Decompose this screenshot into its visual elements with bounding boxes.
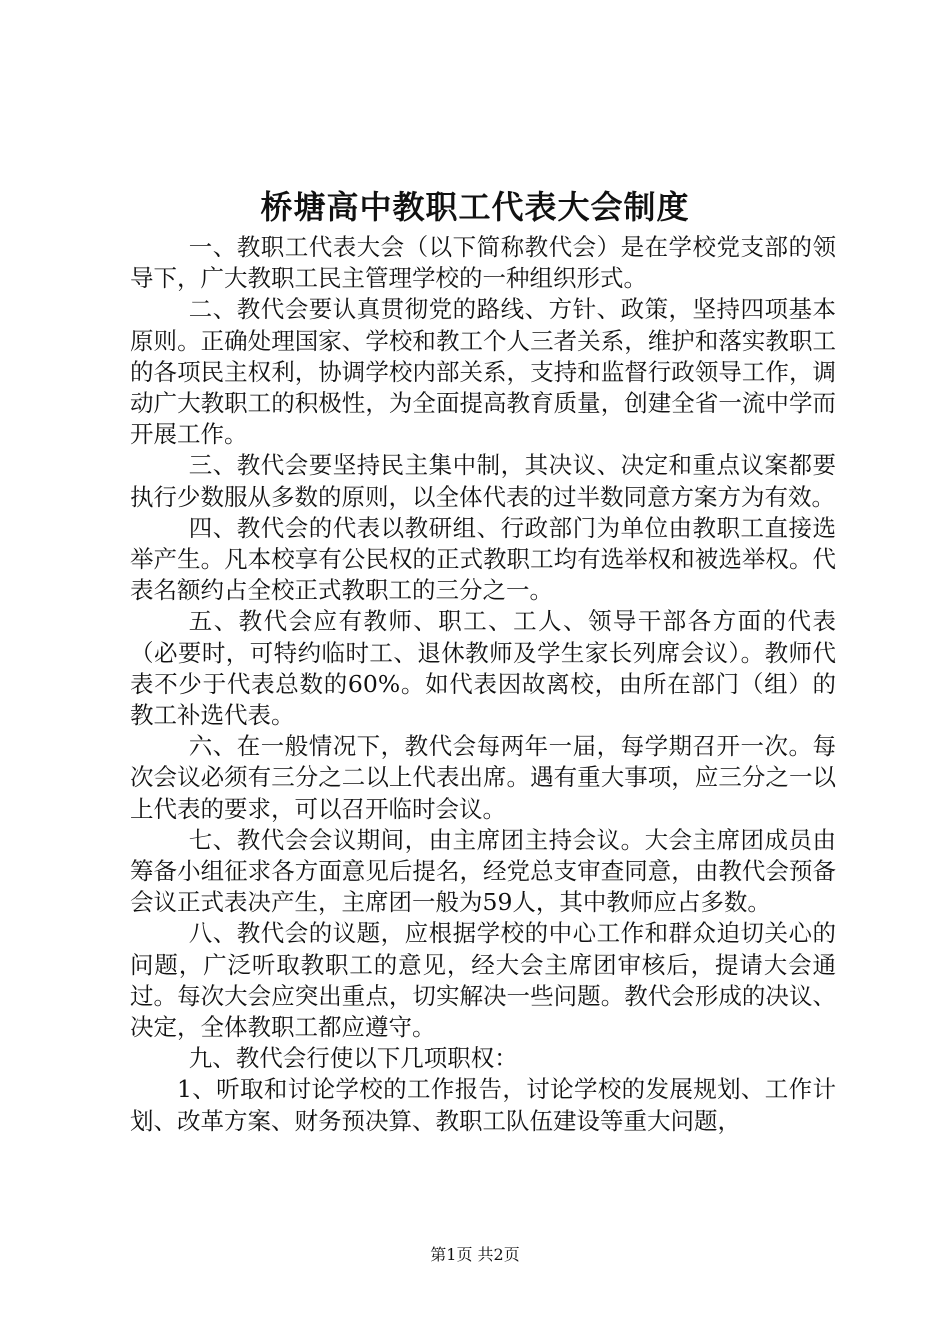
paragraph-4: 四、教代会的代表以教研组、行政部门为单位由教职工直接选举产生。凡本校享有公民权的正式教职工均有选举权和被选举权。代表名额约占全校正式教职工的三分之一。 [130,513,836,605]
paragraph-10: 1、听取和讨论学校的工作报告，讨论学校的发展规划、工作计划、改革方案、财务预决算、教职工队伍建设等重大问题， [130,1075,836,1135]
paragraph-1: 一、教职工代表大会（以下简称教代会）是在学校党支部的领导下，广大教职工民主管理学校的一种组织形式。 [130,233,836,293]
paragraph-7: 七、教代会会议期间，由主席团主持会议。大会主席团成员由筹备小组征求各方面意见后提名，经党总支审查同意，由教代会预备会议正式表决产生，主席团一般为59人，其中教师应占多数。 [130,825,836,917]
document-body [130,232,836,1137]
document-title: 桥塘高中教职工代表大会制度 [260,188,690,226]
paragraph-8: 八、教代会的议题，应根据学校的中心工作和群众迫切关心的问题，广泛听取教职工的意见，经大会主席团审核后，提请大会通过。每次大会应突出重点，切实解决一些问题。教代会形成的决议、决定，全体教职工都应遵守。 [130,919,836,1042]
paragraph-6: 六、在一般情况下，教代会每两年一届，每学期召开一次。每次会议必须有三分之二以上代表出席。遇有重大事项，应三分之一以上代表的要求，可以召开临时会议。 [130,732,836,823]
paragraph-2: 二、教代会要认真贯彻党的路线、方针、政策，坚持四项基本原则。正确处理国家、学校和教工个人三者关系，维护和落实教职工的各项民主权利，协调学校内部关系，支持和监督行政领导工作，调动广大教职工的积极性，为全面提高教育质量，创建全省一流中学而开展工作。 [130,295,836,449]
paragraph-9: 九、教代会行使以下几项职权： [188,1044,518,1073]
paragraph-3: 三、教代会要坚持民主集中制，其决议、决定和重点议案都要执行少数服从多数的原则，以全体代表的过半数同意方案方为有效。 [130,451,836,511]
paragraph-5: 五、教代会应有教师、职工、工人、领导干部各方面的代表（必要时，可特约临时工、退休教师及学生家长列席会议）。教师代表不少于代表总数的60%。如代表因故离校，由所在部门（组）的教工补选代表。 [130,607,836,730]
page-footer: 第1页 共2页 [430,1245,520,1264]
